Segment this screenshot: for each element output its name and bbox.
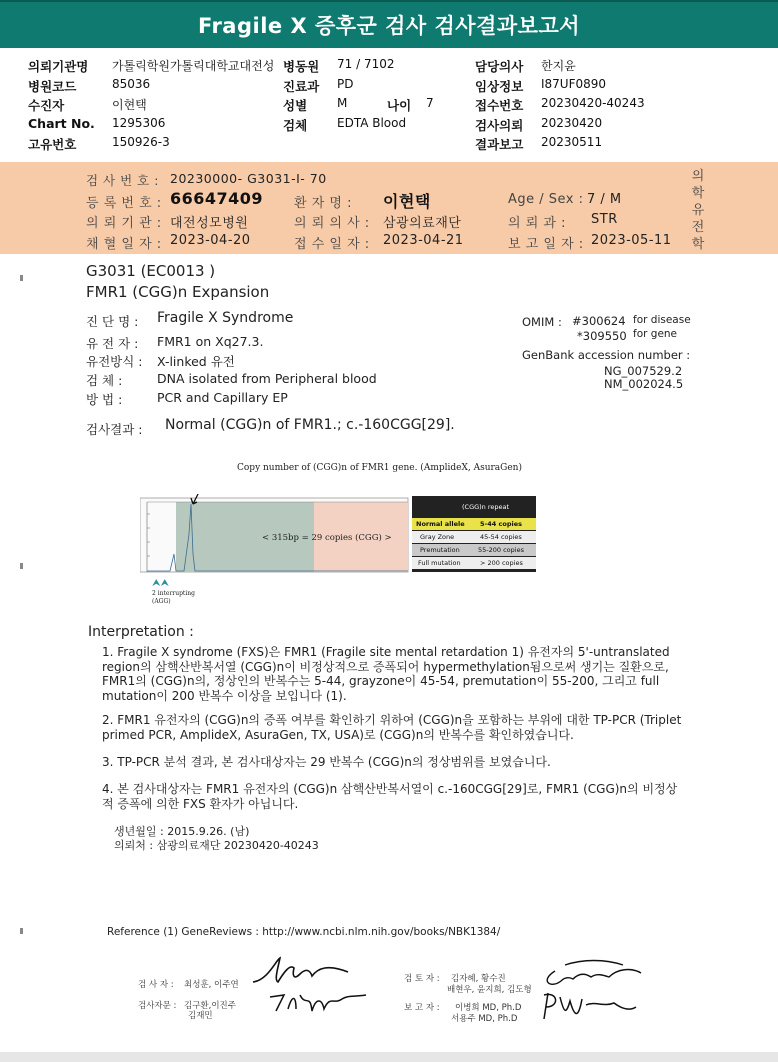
interrupt-label: 2 interrupting	[152, 590, 195, 597]
header-value: 이현택	[112, 98, 147, 112]
receive-date-label: 접 수 일 자 :	[294, 237, 370, 252]
repeat-table	[412, 496, 536, 572]
header-value: I87UF0890	[541, 77, 607, 91]
header-label: 진료과	[283, 79, 320, 94]
age-sex-value: 7 / M	[587, 192, 622, 207]
omim-gene: *309550	[577, 329, 627, 343]
header-label: 임상정보	[475, 79, 524, 94]
table-cell-value: 45-54 copies	[480, 533, 522, 541]
report-title-bar	[0, 0, 778, 48]
genbank-label: GenBank accession number :	[522, 348, 691, 362]
header-label: 검체	[283, 118, 308, 133]
peak-size-label: < 315bp = 29 copies (CGG) >	[262, 533, 392, 543]
vertical-char: 학	[691, 186, 705, 201]
method-value: PCR and Capillary EP	[157, 390, 288, 405]
header-value: 20230420	[541, 116, 603, 130]
dept-value: STR	[591, 212, 618, 227]
table-cell-category: Normal allele	[416, 520, 465, 528]
punch-mark	[20, 928, 23, 934]
table-row	[412, 544, 536, 556]
omim-disease: #300624	[572, 314, 626, 328]
figure-title: Copy number of (CGG)n of FMR1 gene. (AmplideX, AsuraGen)	[237, 463, 522, 473]
vertical-char: 전	[691, 220, 705, 235]
genbank-ng: NG_007529.2	[604, 364, 683, 378]
requester: 의뢰처 : 삼광의료재단 20230420-40243	[114, 839, 319, 852]
specimen-value: DNA isolated from Peripheral blood	[157, 371, 377, 386]
tester-label: 검 사 자 :	[138, 980, 174, 990]
header-value: 20230511	[541, 135, 603, 149]
table-cell-category: Gray Zone	[420, 533, 455, 541]
org-label: 의 뢰 기 관 :	[86, 216, 162, 231]
doctor-label: 의 뢰 의 사 :	[294, 216, 370, 231]
interpretation-item-2: 2. FMR1 유전자의 (CGG)n의 증폭 여부를 확인하기 위하여 (CGG)n을 포함하는 부위에 대한 TP-PCR (Triplet primed PCR, AmplideX, AsuraGen, TX, USA)로 (CGG)n의 반복수를 확인하였습니다.	[102, 713, 682, 742]
test-no-label: 검 사 번 호 :	[86, 173, 159, 188]
inherit-label: 유전방식 :	[86, 354, 143, 369]
collect-date-value: 2023-04-20	[170, 233, 251, 248]
vertical-char: 학	[691, 237, 705, 252]
reviewer-label: 검 토 자 :	[404, 974, 440, 984]
table-cell-category: Premutation	[420, 546, 460, 554]
test-no-value: 20230000- G3031-I- 70	[170, 171, 327, 186]
header-value: EDTA Blood	[337, 116, 407, 130]
bottom-strip	[0, 1052, 778, 1062]
reporter-label: 보 고 자 :	[404, 1003, 440, 1013]
header-label: 검사의뢰	[475, 118, 524, 133]
vertical-char: 유	[691, 203, 705, 218]
gene-label: 유 전 자 :	[86, 336, 139, 351]
collect-date-label: 채 혈 일 자 :	[86, 237, 162, 252]
header-label: 병원코드	[28, 79, 77, 94]
org-value: 대전성모병원	[170, 216, 249, 231]
interpretation-item-1: 1. Fragile X syndrome (FXS)은 FMR1 (Fragile site mental retardation 1) 유전자의 5'-untranslated region의 삼핵산반복서열 (CGG)n이 비정상적으로 증폭되어 hypermethylation됨으로써 생기는 질환으로, FMR1의 (CGG)n의, 정상인의 반복수는 5-44, grayzone이 45-54, premutation이 55-200, 그리고 full mutation이 200 반복수 이상을 보입니다 (1).	[102, 645, 670, 703]
omim-disease-note: for disease	[633, 314, 691, 326]
header-value: 1295306	[112, 116, 166, 130]
tester-names: 최성훈, 이주연	[184, 980, 239, 990]
interrupt-arrows: ⮝⮝	[152, 578, 169, 589]
dept-label: 의 뢰 과 :	[508, 216, 566, 231]
repeat-table-header: (CGG)n repeat	[462, 503, 510, 511]
table-cell-value: 5-44 copies	[480, 520, 523, 528]
table-cell-value: > 200 copies	[480, 559, 523, 567]
interpretation-item-4: 4. 본 검사대상자는 FMR1 유전자의 (CGG)n 삼핵산반복서열이 c.-160CGG[29]로, FMR1 (CGG)n의 비정상적 증폭에 의한 FXS 환자가 아닙니다.	[102, 782, 678, 811]
header-label: 접수번호	[475, 98, 524, 113]
table-row	[412, 557, 536, 569]
table-row	[412, 518, 536, 530]
reference: Reference (1) GeneReviews : http://www.ncbi.nlm.nih.gov/books/NBK1384/	[107, 926, 501, 938]
age-sex-label: Age / Sex :	[508, 192, 584, 207]
interrupt-label-2: (AGG)	[152, 598, 171, 605]
report-date-label: 보 고 일 자 :	[508, 237, 584, 252]
birth-date: 생년월일 : 2015.9.26. (남)	[114, 825, 250, 838]
test-name: FMR1 (CGG)n Expansion	[86, 283, 270, 301]
signature-tester	[248, 950, 358, 990]
advisor-names: 김구환,이진주	[184, 1001, 236, 1011]
report-title: Fragile X 증후군 검사 검사결과보고서	[197, 14, 581, 38]
signature-reporter	[530, 985, 640, 1027]
reviewer-names: 김자혜, 황수진	[451, 974, 506, 984]
header-label: Chart No.	[28, 116, 95, 131]
header-label: 병동원	[283, 59, 320, 74]
header-label: 담당의사	[475, 59, 524, 74]
punch-mark	[20, 563, 23, 569]
gene-value: FMR1 on Xq27.3.	[157, 334, 264, 349]
table-cell-value: 55-200 copies	[478, 546, 524, 554]
genbank-nm: NM_002024.5	[604, 377, 684, 391]
header-label: 결과보고	[475, 137, 524, 152]
dx-label: 진 단 명 :	[86, 314, 139, 329]
header-label: 고유번호	[28, 137, 77, 152]
receive-date-value: 2023-04-21	[383, 233, 464, 248]
test-code: G3031 (EC0013 )	[86, 262, 216, 280]
advisor-label: 검사자문 :	[138, 1001, 177, 1011]
advisor-names-2: 김재민	[188, 1011, 213, 1021]
result-value: Normal (CGG)n of FMR1.; c.-160CGG[29].	[165, 417, 455, 433]
reg-no-value: 66647409	[170, 189, 264, 208]
patient-name-value: 이현택	[383, 192, 431, 211]
punch-mark	[20, 275, 23, 281]
dx-value: Fragile X Syndrome	[157, 310, 294, 326]
patient-name-label: 환 자 명 :	[294, 196, 352, 211]
header-value: M	[337, 96, 348, 110]
table-cell-category: Full mutation	[418, 559, 461, 567]
reg-no-label: 등 록 번 호 :	[86, 196, 162, 211]
header-value: PD	[337, 77, 354, 91]
interpretation-heading: Interpretation :	[88, 624, 194, 640]
interpretation-item-3: 3. TP-PCR 분석 결과, 본 검사대상자는 29 반복수 (CGG)n의 정상범위를 보였습니다.	[102, 755, 551, 769]
result-label: 검사결과 :	[86, 422, 143, 437]
header-value: 20230420-40243	[541, 96, 645, 110]
header-label: 나이	[387, 98, 412, 113]
doctor-value: 삼광의료재단	[383, 216, 462, 231]
reporter-names-2: 서용주 MD, Ph.D	[451, 1014, 518, 1024]
header-value: 한지윤	[541, 59, 576, 73]
header-value: 가톨릭학원가톨릭대학교대전성	[112, 59, 275, 73]
header-label: 의뢰기관명	[28, 59, 89, 74]
header-value: 150926-3	[112, 135, 170, 149]
reporter-names: 이병희 MD, Ph.D	[455, 1003, 522, 1013]
vertical-char: 의	[691, 169, 705, 184]
omim-label: OMIM :	[522, 315, 562, 329]
specimen-label: 검 체 :	[86, 373, 123, 388]
signature-advisor	[262, 985, 372, 1019]
omim-gene-note: for gene	[633, 328, 678, 340]
reviewer-names-2: 배현우, 윤지희, 김도형	[447, 985, 532, 995]
table-row	[412, 531, 536, 543]
method-label: 방 법 :	[86, 392, 123, 407]
inherit-value: X-linked 유전	[157, 354, 235, 369]
vertical-dept-label	[690, 168, 706, 253]
report-date-value: 2023-05-11	[591, 233, 672, 248]
header-value: 7	[426, 96, 434, 110]
header-value: 85036	[112, 77, 151, 91]
header-label: 수진자	[28, 98, 65, 113]
header-label: 성별	[283, 98, 308, 113]
header-value: 71 / 7102	[337, 57, 395, 71]
